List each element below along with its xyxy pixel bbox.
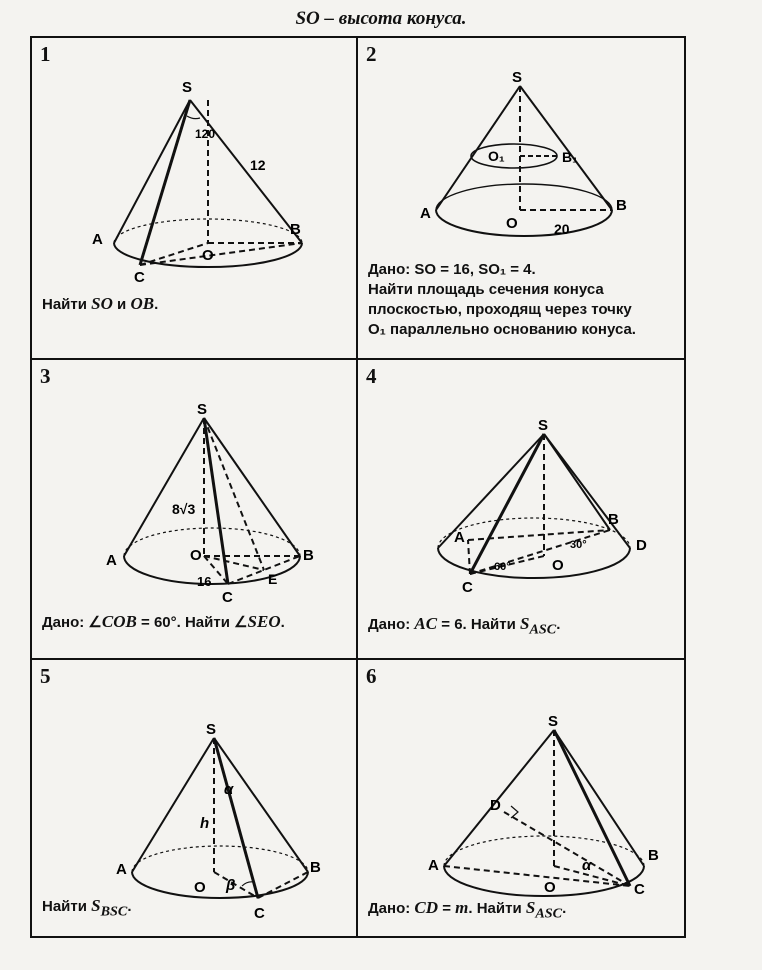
problem-2 — [358, 38, 684, 358]
angle-60-label: 60° — [494, 561, 511, 573]
cone-figure-6 — [358, 660, 684, 936]
label-b: B — [290, 221, 301, 238]
angle-label: 120 — [195, 127, 216, 141]
label-a: A — [106, 552, 117, 569]
problem-5 — [32, 660, 356, 936]
problem-number: 5 — [40, 664, 51, 688]
label-b: B — [616, 197, 627, 214]
cone-figure-5 — [32, 660, 356, 936]
page-title: SO – высота конуса. — [295, 8, 467, 29]
label-o: O — [190, 547, 202, 564]
label-s: S — [206, 721, 217, 738]
problem-3 — [32, 360, 356, 658]
label-a: A — [116, 861, 127, 878]
label-b: B — [648, 847, 659, 864]
label-s: S — [197, 401, 208, 418]
problem-caption: Дано: AC = 6. Найти $S_{ASC}$. — [368, 614, 561, 638]
label-s: S — [182, 79, 193, 96]
caption-line: O₁ параллельно основанию конуса. — [368, 321, 636, 338]
label-a: A — [454, 529, 465, 546]
problem-caption: Найти $S_{BSC}$. — [42, 896, 132, 920]
problem-grid — [30, 36, 686, 938]
label-s: S — [538, 417, 549, 434]
label-c: C — [634, 881, 645, 898]
problem-caption: Дано: CD = m. Найти $S_{ASC}$. — [368, 898, 567, 922]
label-c: C — [254, 905, 265, 922]
label-a: A — [428, 857, 439, 874]
label-a: A — [92, 231, 103, 248]
problem-number: 4 — [366, 364, 377, 388]
length-label: 12 — [250, 157, 266, 173]
problem-number: 6 — [366, 664, 377, 688]
label-d: D — [636, 537, 647, 554]
label-d: D — [490, 797, 501, 814]
label-o: O — [506, 215, 518, 232]
label-s: S — [548, 713, 559, 730]
problem-number: 3 — [40, 364, 51, 388]
label-s: S — [512, 69, 523, 86]
label-o: O — [544, 879, 556, 896]
label-c: C — [462, 579, 473, 596]
problem-number: 1 — [40, 42, 51, 66]
caption-line: плоскостью, проходящ через точку — [368, 301, 632, 318]
slant-label: 8√3 — [172, 501, 196, 517]
label-b: B — [310, 859, 321, 876]
length-label: 16 — [197, 574, 212, 589]
label-beta: β — [226, 877, 236, 894]
problem-6 — [358, 660, 684, 936]
label-a: A — [420, 205, 431, 222]
label-b: B — [303, 547, 314, 564]
problem-caption — [368, 260, 636, 340]
problem-4 — [358, 360, 684, 658]
label-b1: B₁ — [562, 149, 578, 165]
label-alpha: α — [224, 781, 234, 798]
label-alpha: α — [582, 857, 592, 874]
label-h: h — [200, 815, 210, 832]
label-e: E — [268, 571, 278, 587]
label-o: O — [194, 879, 206, 896]
label-b: B — [608, 511, 619, 528]
label-c: C — [134, 269, 145, 286]
caption-line: Найти площадь сечения конуса — [368, 281, 604, 298]
angle-30-label: 30° — [570, 539, 587, 551]
length-label: 20 — [554, 221, 570, 237]
label-o1: O₁ — [488, 148, 505, 164]
problem-caption: Найти SO и OB. — [42, 294, 159, 313]
problem-caption: Дано: ∠COB = 60°. Найти ∠SEO. — [42, 612, 285, 631]
label-o: O — [202, 247, 214, 264]
problem-number: 2 — [366, 42, 377, 66]
caption-line: Дано: SO = 16, SO₁ = 4. — [368, 261, 536, 278]
problem-1 — [32, 38, 356, 358]
label-o: O — [552, 557, 564, 574]
label-c: C — [222, 589, 233, 606]
